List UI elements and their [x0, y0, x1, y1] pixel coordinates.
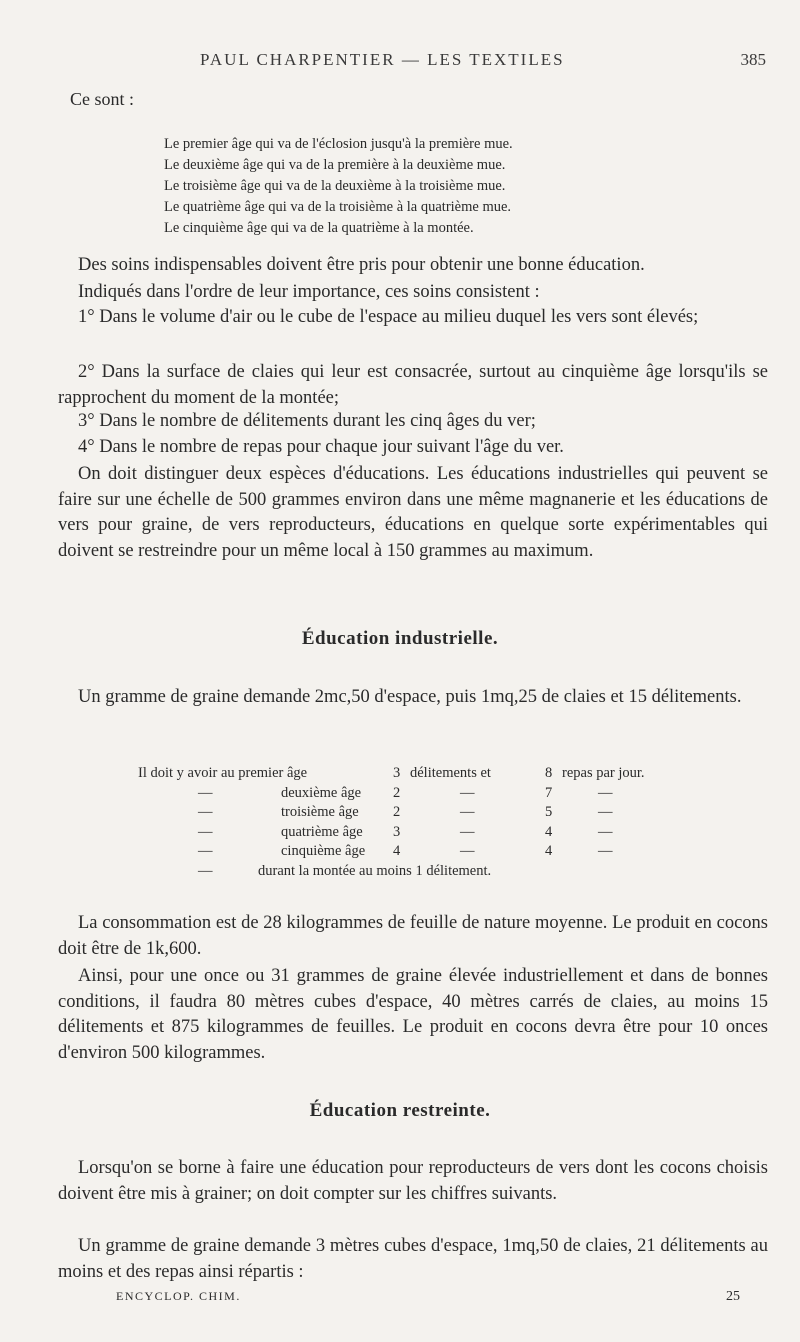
feeding-table [138, 764, 698, 881]
ditto-dash: — [198, 843, 213, 859]
running-header [0, 50, 800, 74]
paragraph-text: 4° Dans le nombre de repas pour chaque jour suivant l'âge du ver. [78, 437, 564, 457]
paragraph-text: Un gramme de graine demande 3 mètres cubes d'espace, 1mq,50 de claies, 21 délitements au moins et des repas ainsi répartis : [58, 1236, 768, 1282]
ditto-dash: — [598, 784, 613, 801]
paragraph [58, 462, 768, 564]
stage-item: Le quatrième âge qui va de la troisième à la quatrième mue. [164, 199, 512, 215]
ditto-dash: — [198, 804, 213, 820]
paragraph-text: Un gramme de graine demande 2mc,50 d'espace, puis 1mq,25 de claies et 15 délitements. [78, 687, 742, 707]
intro-text: Ce sont : [70, 89, 135, 109]
ditto-dash: — [598, 843, 613, 859]
paragraph-text: Lorsqu'on se borne à faire une éducation pour reproducteurs de vers dont les cocons choisis doivent être mis à grainer; on doit compter sur les chiffres suivants. [58, 1158, 768, 1204]
ditto-dash: — [198, 823, 213, 840]
page-footer [0, 1289, 800, 1309]
paragraph [58, 280, 768, 306]
delitements-label: délitements et [410, 765, 491, 781]
paragraph-text: La consommation est de 28 kilogrammes de feuille de nature moyenne. Le produit en cocons doit être de 1k,600. [58, 913, 768, 959]
age-label: deuxième âge [281, 784, 362, 801]
table-row [138, 764, 698, 784]
paragraph-text: 3° Dans le nombre de délitements durant les cinq âges du ver; [78, 411, 536, 431]
section-heading: Éducation restreinte. [309, 1100, 491, 1121]
paragraph [58, 685, 768, 711]
repas-count: 5 [545, 804, 553, 820]
ditto-dash: — [460, 823, 475, 840]
table-row [138, 862, 698, 882]
paragraph-text: Des soins indispensables doivent être pris pour obtenir une bonne éducation. [78, 255, 645, 275]
age-label: troisième âge [281, 804, 359, 820]
stage-item: Le premier âge qui va de l'éclosion jusqu'à la première mue. [164, 136, 513, 152]
delitements-count: 4 [393, 843, 401, 859]
paragraph [58, 435, 768, 461]
paragraph [58, 409, 768, 435]
repas-count: 4 [545, 843, 553, 859]
age-label: cinquième âge [281, 843, 366, 859]
paragraph-text: On doit distinguer deux espèces d'éducations. Les éducations industrielles qui peuvent se faire sur une échelle de 500 grammes environ dans une même magnanerie et les éducations de vers pour graine, de vers reproducteurs, éducations en quelque sorte expérimentables qui doivent se restreindre pour un même local à 150 grammes au maximum. [58, 464, 768, 561]
paragraph [58, 911, 768, 962]
paragraph-text: Indiqués dans l'ordre de leur importance, ces soins consistent : [78, 282, 540, 302]
signature-number: 25 [726, 1289, 740, 1304]
table-row [138, 842, 698, 862]
repas-count: 4 [545, 823, 553, 840]
stage-item: Le deuxième âge qui va de la première à la deuxième mue. [164, 157, 506, 173]
paragraph [58, 1234, 768, 1285]
paragraph-text: 1° Dans le volume d'air ou le cube de l'espace au milieu duquel les vers sont élevés; [78, 307, 699, 327]
paragraph [58, 305, 768, 331]
page-number: 385 [740, 50, 766, 69]
section-heading: Éducation industrielle. [301, 628, 499, 649]
stage-item: Le troisième âge qui va de la deuxième à la troisième mue. [164, 178, 506, 194]
table-intro: Il doit y avoir au premier âge [138, 765, 308, 781]
paragraph-text: 2° Dans la surface de claies qui leur est consacrée, surtout au cinquième âge lorsqu'ils se rapprochent du moment de la montée; [58, 362, 768, 408]
paragraph [58, 360, 768, 411]
ditto-dash: — [460, 804, 475, 820]
ditto-dash: — [460, 843, 475, 859]
table-row [138, 784, 698, 804]
delitements-count: 2 [393, 804, 401, 820]
stages-list [164, 134, 513, 239]
delitements-count: 2 [393, 784, 401, 801]
repas-count: 8 [545, 765, 553, 781]
repas-count: 7 [545, 784, 553, 801]
paragraph [58, 1156, 768, 1207]
table-row [138, 803, 698, 823]
age-label: quatrième âge [281, 823, 363, 840]
stage-item: Le cinquième âge qui va de la quatrième à la montée. [164, 220, 474, 236]
ditto-dash: — [460, 784, 475, 801]
delitements-count: 3 [393, 765, 401, 781]
running-title: PAUL CHARPENTIER — LES TEXTILES [200, 50, 565, 69]
paragraph [58, 964, 768, 1066]
paragraph [58, 253, 768, 279]
ditto-dash: — [198, 862, 213, 879]
footer-signature: ENCYCLOP. CHIM. [116, 1289, 241, 1303]
table-row [138, 823, 698, 843]
paragraph-text: Ainsi, pour une once ou 31 grammes de graine élevée industriellement et dans de bonnes conditions, il faudra 80 mètres cubes d'espace, 40 mètres carrés de claies, au moins 15 délitements et 875 kilogrammes de feuilles. Le produit en cocons devra être pour 10 onces d'environ 500 kilogrammes. [58, 966, 768, 1063]
ditto-dash: — [598, 823, 613, 840]
delitements-count: 3 [393, 823, 401, 840]
ditto-dash: — [198, 784, 213, 801]
montee-row-text: durant la montée au moins 1 délitement. [258, 862, 492, 879]
repas-label: repas par jour. [562, 765, 645, 781]
ditto-dash: — [598, 804, 613, 820]
